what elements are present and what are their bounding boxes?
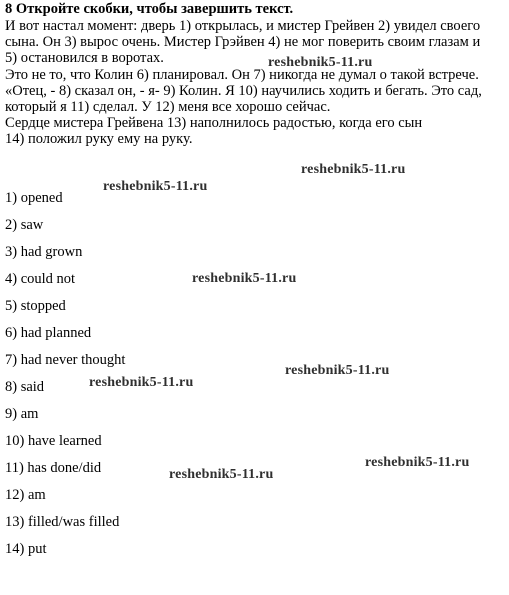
answer-item: 9) am xyxy=(5,406,39,422)
passage-line: который я 11) сделал. У 12) меня все хорошо сейчас. xyxy=(5,99,331,116)
answer-item: 13) filled/was filled xyxy=(5,514,120,530)
passage-line: сына. Он 3) вырос очень. Мистер Грэйвен 4) не мог поверить своим глазам и xyxy=(5,34,481,51)
watermark: reshebnik5-11.ru xyxy=(268,55,373,70)
passage-line: Сердце мистера Грейвена 13) наполнилось радостью, когда его сын xyxy=(5,115,423,132)
passage-line: 5) остановился в воротах. xyxy=(5,50,164,67)
answer-item: 6) had planned xyxy=(5,325,92,341)
passage-line: «Отец, - 8) сказал он, - я- 9) Колин. Я 10) научились ходить и бегать. Это сад, xyxy=(5,82,482,99)
watermark: reshebnik5-11.ru xyxy=(285,363,390,378)
watermark: reshebnik5-11.ru xyxy=(192,271,297,286)
answer-item: 10) have learned xyxy=(5,433,102,449)
answer-item: 8) said xyxy=(5,379,45,395)
answer-item: 14) put xyxy=(5,541,47,557)
passage-line: 14) положил руку ему на руку. xyxy=(5,131,193,148)
exercise-passage xyxy=(5,18,505,148)
watermark: reshebnik5-11.ru xyxy=(169,467,274,482)
watermark: reshebnik5-11.ru xyxy=(365,455,470,470)
exercise-heading: 8 Откройте скобки, чтобы завершить текст. xyxy=(5,1,294,17)
watermark: reshebnik5-11.ru xyxy=(103,179,208,194)
watermark: reshebnik5-11.ru xyxy=(89,375,194,390)
answer-item: 11) has done/did xyxy=(5,460,102,476)
answer-item: 12) am xyxy=(5,487,46,503)
answer-item: 3) had grown xyxy=(5,244,83,260)
answer-item: 4) could not xyxy=(5,271,76,287)
answer-item: 5) stopped xyxy=(5,298,66,314)
watermark: reshebnik5-11.ru xyxy=(301,162,406,177)
answer-item: 2) saw xyxy=(5,217,44,233)
passage-line: И вот настал момент: дверь 1) открылась, и мистер Грейвен 2) увидел своего xyxy=(5,18,481,34)
passage-line: Это не то, что Колин 6) планировал. Он 7) никогда не думал о такой встрече. xyxy=(5,66,479,83)
answer-item: 1) opened xyxy=(5,190,63,206)
answer-item: 7) had never thought xyxy=(5,352,126,368)
